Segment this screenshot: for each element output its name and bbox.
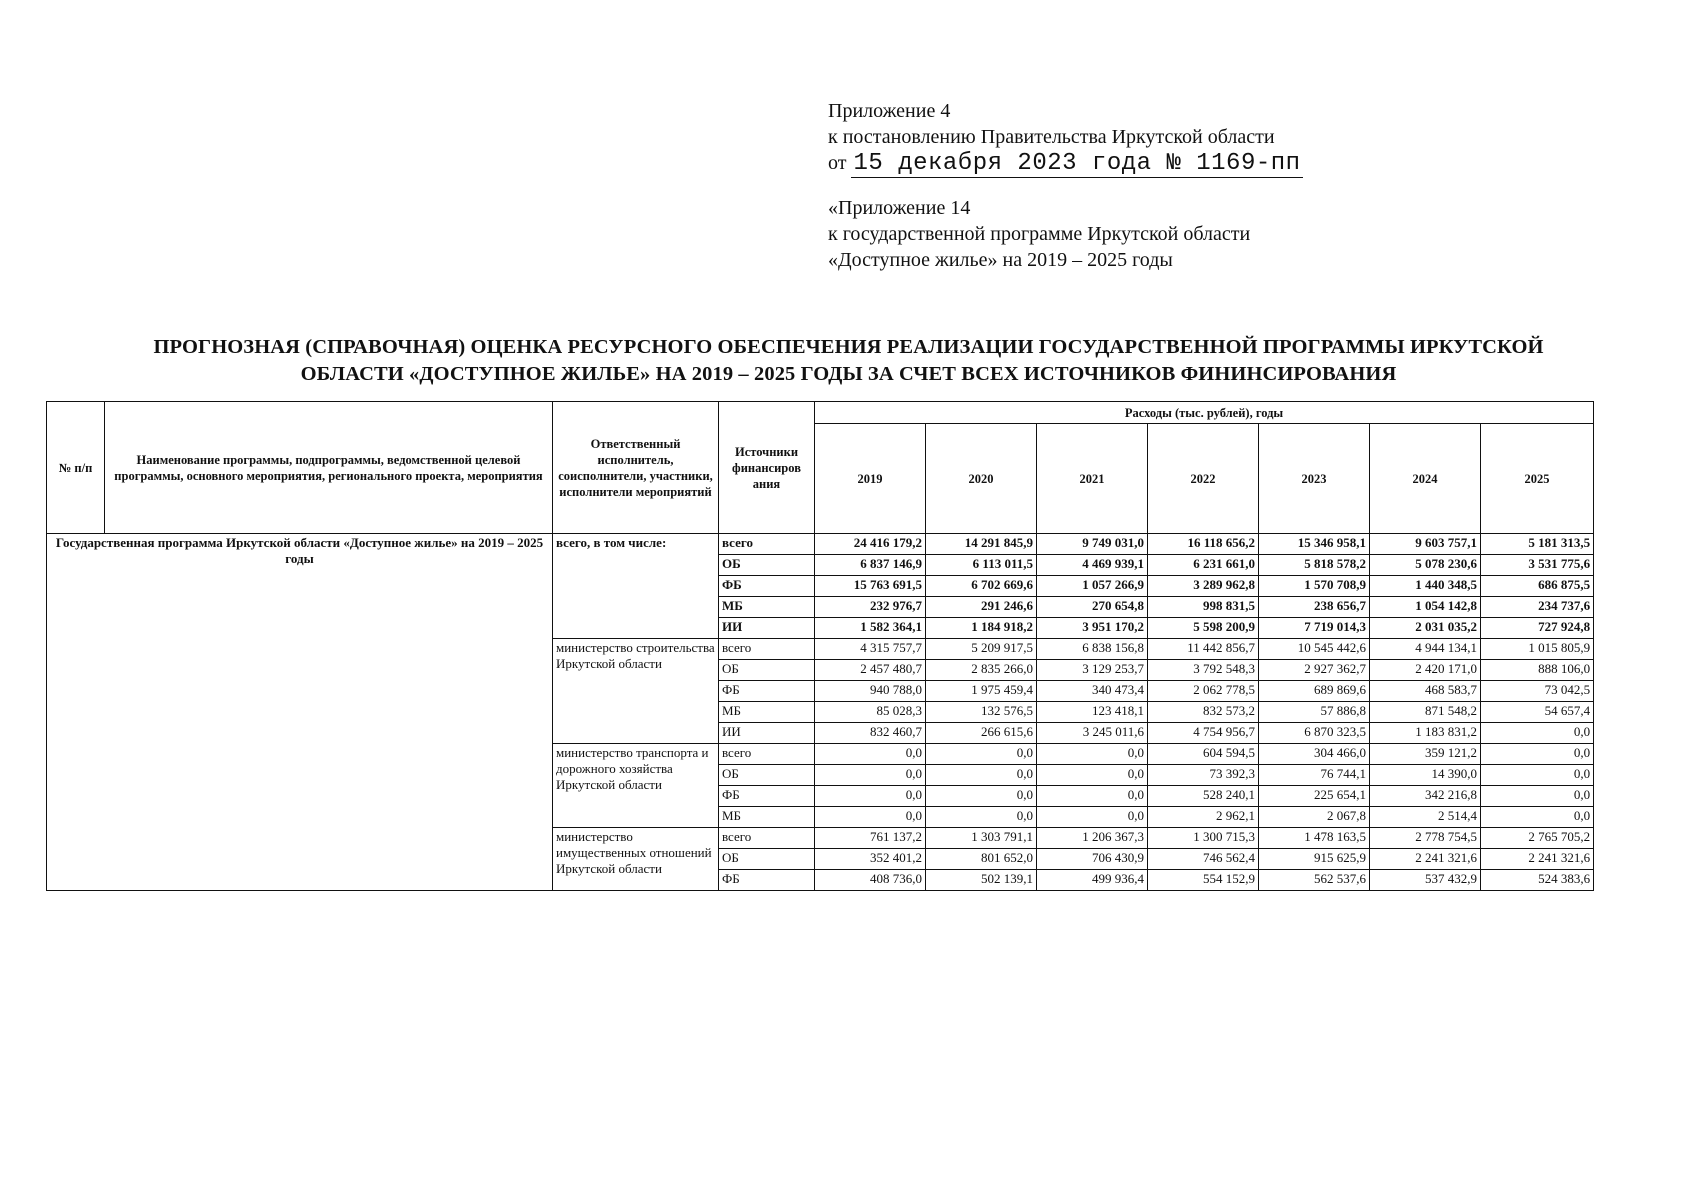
amount-cell: 0,0 bbox=[1481, 765, 1594, 786]
amount-cell: 54 657,4 bbox=[1481, 702, 1594, 723]
amount-cell: 3 245 011,6 bbox=[1037, 723, 1148, 744]
source-cell: ОБ bbox=[719, 555, 815, 576]
amount-cell: 0,0 bbox=[1037, 807, 1148, 828]
amount-cell: 132 576,5 bbox=[926, 702, 1037, 723]
amount-cell: 7 719 014,3 bbox=[1259, 618, 1370, 639]
amount-cell: 232 976,7 bbox=[815, 597, 926, 618]
amount-cell: 304 466,0 bbox=[1259, 744, 1370, 765]
source-cell: всего bbox=[719, 534, 815, 555]
appendix-header bbox=[828, 98, 1303, 273]
amount-cell: 6 231 661,0 bbox=[1148, 555, 1259, 576]
date-typed: 15 декабря 2023 года № 1169-пп bbox=[853, 150, 1301, 177]
amount-cell: 0,0 bbox=[1481, 786, 1594, 807]
amount-cell: 468 583,7 bbox=[1370, 681, 1481, 702]
source-cell: ОБ bbox=[719, 849, 815, 870]
source-cell: ИИ bbox=[719, 618, 815, 639]
amount-cell: 1 015 805,9 bbox=[1481, 639, 1594, 660]
amount-cell: 10 545 442,6 bbox=[1259, 639, 1370, 660]
appendix-program-name: «Доступное жилье» на 2019 – 2025 годы bbox=[828, 249, 1173, 271]
amount-cell: 85 028,3 bbox=[815, 702, 926, 723]
source-cell: ОБ bbox=[719, 660, 815, 681]
amount-cell: 3 129 253,7 bbox=[1037, 660, 1148, 681]
budget-table-body bbox=[47, 534, 1594, 891]
amount-cell: 888 106,0 bbox=[1481, 660, 1594, 681]
amount-cell: 0,0 bbox=[1037, 786, 1148, 807]
amount-cell: 3 289 962,8 bbox=[1148, 576, 1259, 597]
executor-cell: всего, в том числе: bbox=[553, 534, 719, 639]
amount-cell: 0,0 bbox=[815, 744, 926, 765]
title-line-1: ПРОГНОЗНАЯ (СПРАВОЧНАЯ) ОЦЕНКА РЕСУРСНОГО ОБЕСПЕЧЕНИЯ РЕАЛИЗАЦИИ ГОСУДАРСТВЕННОЙ ПРОГРАММЫ ИРКУТСКОЙ bbox=[153, 336, 1544, 358]
amount-cell: 0,0 bbox=[926, 786, 1037, 807]
amount-cell: 554 152,9 bbox=[1148, 870, 1259, 891]
amount-cell: 2 457 480,7 bbox=[815, 660, 926, 681]
amount-cell: 5 181 313,5 bbox=[1481, 534, 1594, 555]
amount-cell: 15 763 691,5 bbox=[815, 576, 926, 597]
amount-cell: 9 603 757,1 bbox=[1370, 534, 1481, 555]
source-cell: ФБ bbox=[719, 576, 815, 597]
amount-cell: 2 765 705,2 bbox=[1481, 828, 1594, 849]
amount-cell: 562 537,6 bbox=[1259, 870, 1370, 891]
amount-cell: 2 031 035,2 bbox=[1370, 618, 1481, 639]
amount-cell: 57 886,8 bbox=[1259, 702, 1370, 723]
amount-cell: 14 390,0 bbox=[1370, 765, 1481, 786]
amount-cell: 6 838 156,8 bbox=[1037, 639, 1148, 660]
amount-cell: 123 418,1 bbox=[1037, 702, 1148, 723]
amount-cell: 1 303 791,1 bbox=[926, 828, 1037, 849]
amount-cell: 1 582 364,1 bbox=[815, 618, 926, 639]
amount-cell: 0,0 bbox=[1481, 744, 1594, 765]
amount-cell: 234 737,6 bbox=[1481, 597, 1594, 618]
table-row bbox=[47, 534, 1594, 555]
amount-cell: 2 962,1 bbox=[1148, 807, 1259, 828]
amount-cell: 4 315 757,7 bbox=[815, 639, 926, 660]
amount-cell: 76 744,1 bbox=[1259, 765, 1370, 786]
header-expenses: Расходы (тыс. рублей), годы bbox=[815, 402, 1594, 424]
amount-cell: 225 654,1 bbox=[1259, 786, 1370, 807]
amount-cell: 0,0 bbox=[815, 765, 926, 786]
amount-cell: 1 570 708,9 bbox=[1259, 576, 1370, 597]
amount-cell: 0,0 bbox=[1037, 744, 1148, 765]
amount-cell: 16 118 656,2 bbox=[1148, 534, 1259, 555]
amount-cell: 915 625,9 bbox=[1259, 849, 1370, 870]
amount-cell: 604 594,5 bbox=[1148, 744, 1259, 765]
amount-cell: 746 562,4 bbox=[1148, 849, 1259, 870]
title-line-2: ОБЛАСТИ «ДОСТУПНОЕ ЖИЛЬЕ» НА 2019 – 2025 ГОДЫ ЗА СЧЕТ ВСЕХ ИСТОЧНИКОВ ФИНИНСИРОВАНИЯ bbox=[300, 363, 1397, 385]
amount-cell: 998 831,5 bbox=[1148, 597, 1259, 618]
amount-cell: 1 057 266,9 bbox=[1037, 576, 1148, 597]
source-cell: всего bbox=[719, 828, 815, 849]
amount-cell: 11 442 856,7 bbox=[1148, 639, 1259, 660]
amount-cell: 73 392,3 bbox=[1148, 765, 1259, 786]
amount-cell: 4 754 956,7 bbox=[1148, 723, 1259, 744]
amount-cell: 6 837 146,9 bbox=[815, 555, 926, 576]
amount-cell: 689 869,6 bbox=[1259, 681, 1370, 702]
header-year: 2023 bbox=[1259, 424, 1370, 534]
amount-cell: 1 183 831,2 bbox=[1370, 723, 1481, 744]
header-num: № п/п bbox=[47, 402, 105, 534]
program-name-cell: Государственная программа Иркутской области «Доступное жилье» на 2019 – 2025 годы bbox=[47, 534, 553, 891]
amount-cell: 0,0 bbox=[926, 807, 1037, 828]
header-year: 2019 bbox=[815, 424, 926, 534]
amount-cell: 5 209 917,5 bbox=[926, 639, 1037, 660]
amount-cell: 2 241 321,6 bbox=[1370, 849, 1481, 870]
amount-cell: 14 291 845,9 bbox=[926, 534, 1037, 555]
amount-cell: 1 975 459,4 bbox=[926, 681, 1037, 702]
header-year: 2022 bbox=[1148, 424, 1259, 534]
source-cell: МБ bbox=[719, 702, 815, 723]
amount-cell: 9 749 031,0 bbox=[1037, 534, 1148, 555]
amount-cell: 2 778 754,5 bbox=[1370, 828, 1481, 849]
amount-cell: 727 924,8 bbox=[1481, 618, 1594, 639]
amount-cell: 15 346 958,1 bbox=[1259, 534, 1370, 555]
amount-cell: 832 460,7 bbox=[815, 723, 926, 744]
source-cell: ФБ bbox=[719, 786, 815, 807]
amount-cell: 408 736,0 bbox=[815, 870, 926, 891]
amount-cell: 1 054 142,8 bbox=[1370, 597, 1481, 618]
appendix-date bbox=[828, 150, 1303, 177]
header-executor: Ответственный исполнитель, соисполнители, участники, исполнители мероприятий bbox=[553, 402, 719, 534]
header-year: 2024 bbox=[1370, 424, 1481, 534]
amount-cell: 291 246,6 bbox=[926, 597, 1037, 618]
amount-cell: 761 137,2 bbox=[815, 828, 926, 849]
amount-cell: 940 788,0 bbox=[815, 681, 926, 702]
appendix-resolution: к постановлению Правительства Иркутской области bbox=[828, 126, 1275, 148]
amount-cell: 359 121,2 bbox=[1370, 744, 1481, 765]
amount-cell: 6 113 011,5 bbox=[926, 555, 1037, 576]
source-cell: МБ bbox=[719, 807, 815, 828]
amount-cell: 1 300 715,3 bbox=[1148, 828, 1259, 849]
amount-cell: 2 241 321,6 bbox=[1481, 849, 1594, 870]
amount-cell: 6 870 323,5 bbox=[1259, 723, 1370, 744]
budget-table bbox=[46, 401, 1594, 891]
header-year: 2025 bbox=[1481, 424, 1594, 534]
amount-cell: 706 430,9 bbox=[1037, 849, 1148, 870]
amount-cell: 73 042,5 bbox=[1481, 681, 1594, 702]
amount-cell: 2 062 778,5 bbox=[1148, 681, 1259, 702]
amount-cell: 2 927 362,7 bbox=[1259, 660, 1370, 681]
appendix-program: к государственной программе Иркутской области bbox=[828, 223, 1251, 245]
amount-cell: 5 598 200,9 bbox=[1148, 618, 1259, 639]
amount-cell: 871 548,2 bbox=[1370, 702, 1481, 723]
amount-cell: 4 944 134,1 bbox=[1370, 639, 1481, 660]
amount-cell: 1 184 918,2 bbox=[926, 618, 1037, 639]
amount-cell: 6 702 669,6 bbox=[926, 576, 1037, 597]
source-cell: МБ bbox=[719, 597, 815, 618]
executor-cell: министерство транспорта и дорожного хозяйства Иркутской области bbox=[553, 744, 719, 828]
document-title bbox=[40, 334, 1657, 388]
amount-cell: 2 067,8 bbox=[1259, 807, 1370, 828]
amount-cell: 0,0 bbox=[926, 765, 1037, 786]
amount-cell: 0,0 bbox=[1481, 723, 1594, 744]
header-year: 2020 bbox=[926, 424, 1037, 534]
amount-cell: 340 473,4 bbox=[1037, 681, 1148, 702]
header-name: Наименование программы, подпрограммы, ведомственной целевой программы, основного мероприятия, регионального проекта, мероприятия bbox=[105, 402, 553, 534]
amount-cell: 24 416 179,2 bbox=[815, 534, 926, 555]
amount-cell: 0,0 bbox=[815, 807, 926, 828]
date-prefix: от bbox=[828, 152, 847, 174]
appendix-14: «Приложение 14 bbox=[828, 197, 971, 219]
amount-cell: 0,0 bbox=[1481, 807, 1594, 828]
amount-cell: 5 078 230,6 bbox=[1370, 555, 1481, 576]
amount-cell: 537 432,9 bbox=[1370, 870, 1481, 891]
amount-cell: 0,0 bbox=[926, 744, 1037, 765]
executor-cell: министерство имущественных отношений Иркутской области bbox=[553, 828, 719, 891]
amount-cell: 3 792 548,3 bbox=[1148, 660, 1259, 681]
amount-cell: 524 383,6 bbox=[1481, 870, 1594, 891]
source-cell: ИИ bbox=[719, 723, 815, 744]
source-cell: ФБ bbox=[719, 681, 815, 702]
amount-cell: 1 440 348,5 bbox=[1370, 576, 1481, 597]
amount-cell: 1 206 367,3 bbox=[1037, 828, 1148, 849]
amount-cell: 801 652,0 bbox=[926, 849, 1037, 870]
amount-cell: 499 936,4 bbox=[1037, 870, 1148, 891]
amount-cell: 832 573,2 bbox=[1148, 702, 1259, 723]
source-cell: ОБ bbox=[719, 765, 815, 786]
amount-cell: 528 240,1 bbox=[1148, 786, 1259, 807]
executor-cell: министерство строительства Иркутской области bbox=[553, 639, 719, 744]
source-cell: всего bbox=[719, 639, 815, 660]
amount-cell: 270 654,8 bbox=[1037, 597, 1148, 618]
amount-cell: 686 875,5 bbox=[1481, 576, 1594, 597]
amount-cell: 5 818 578,2 bbox=[1259, 555, 1370, 576]
amount-cell: 4 469 939,1 bbox=[1037, 555, 1148, 576]
amount-cell: 3 951 170,2 bbox=[1037, 618, 1148, 639]
amount-cell: 2 420 171,0 bbox=[1370, 660, 1481, 681]
appendix-number: Приложение 4 bbox=[828, 100, 951, 122]
header-year: 2021 bbox=[1037, 424, 1148, 534]
amount-cell: 342 216,8 bbox=[1370, 786, 1481, 807]
amount-cell: 3 531 775,6 bbox=[1481, 555, 1594, 576]
amount-cell: 2 835 266,0 bbox=[926, 660, 1037, 681]
amount-cell: 352 401,2 bbox=[815, 849, 926, 870]
amount-cell: 0,0 bbox=[1037, 765, 1148, 786]
amount-cell: 1 478 163,5 bbox=[1259, 828, 1370, 849]
amount-cell: 2 514,4 bbox=[1370, 807, 1481, 828]
source-cell: ФБ bbox=[719, 870, 815, 891]
amount-cell: 266 615,6 bbox=[926, 723, 1037, 744]
source-cell: всего bbox=[719, 744, 815, 765]
amount-cell: 502 139,1 bbox=[926, 870, 1037, 891]
amount-cell: 238 656,7 bbox=[1259, 597, 1370, 618]
header-source: Источники финансиров ания bbox=[719, 402, 815, 534]
amount-cell: 0,0 bbox=[815, 786, 926, 807]
